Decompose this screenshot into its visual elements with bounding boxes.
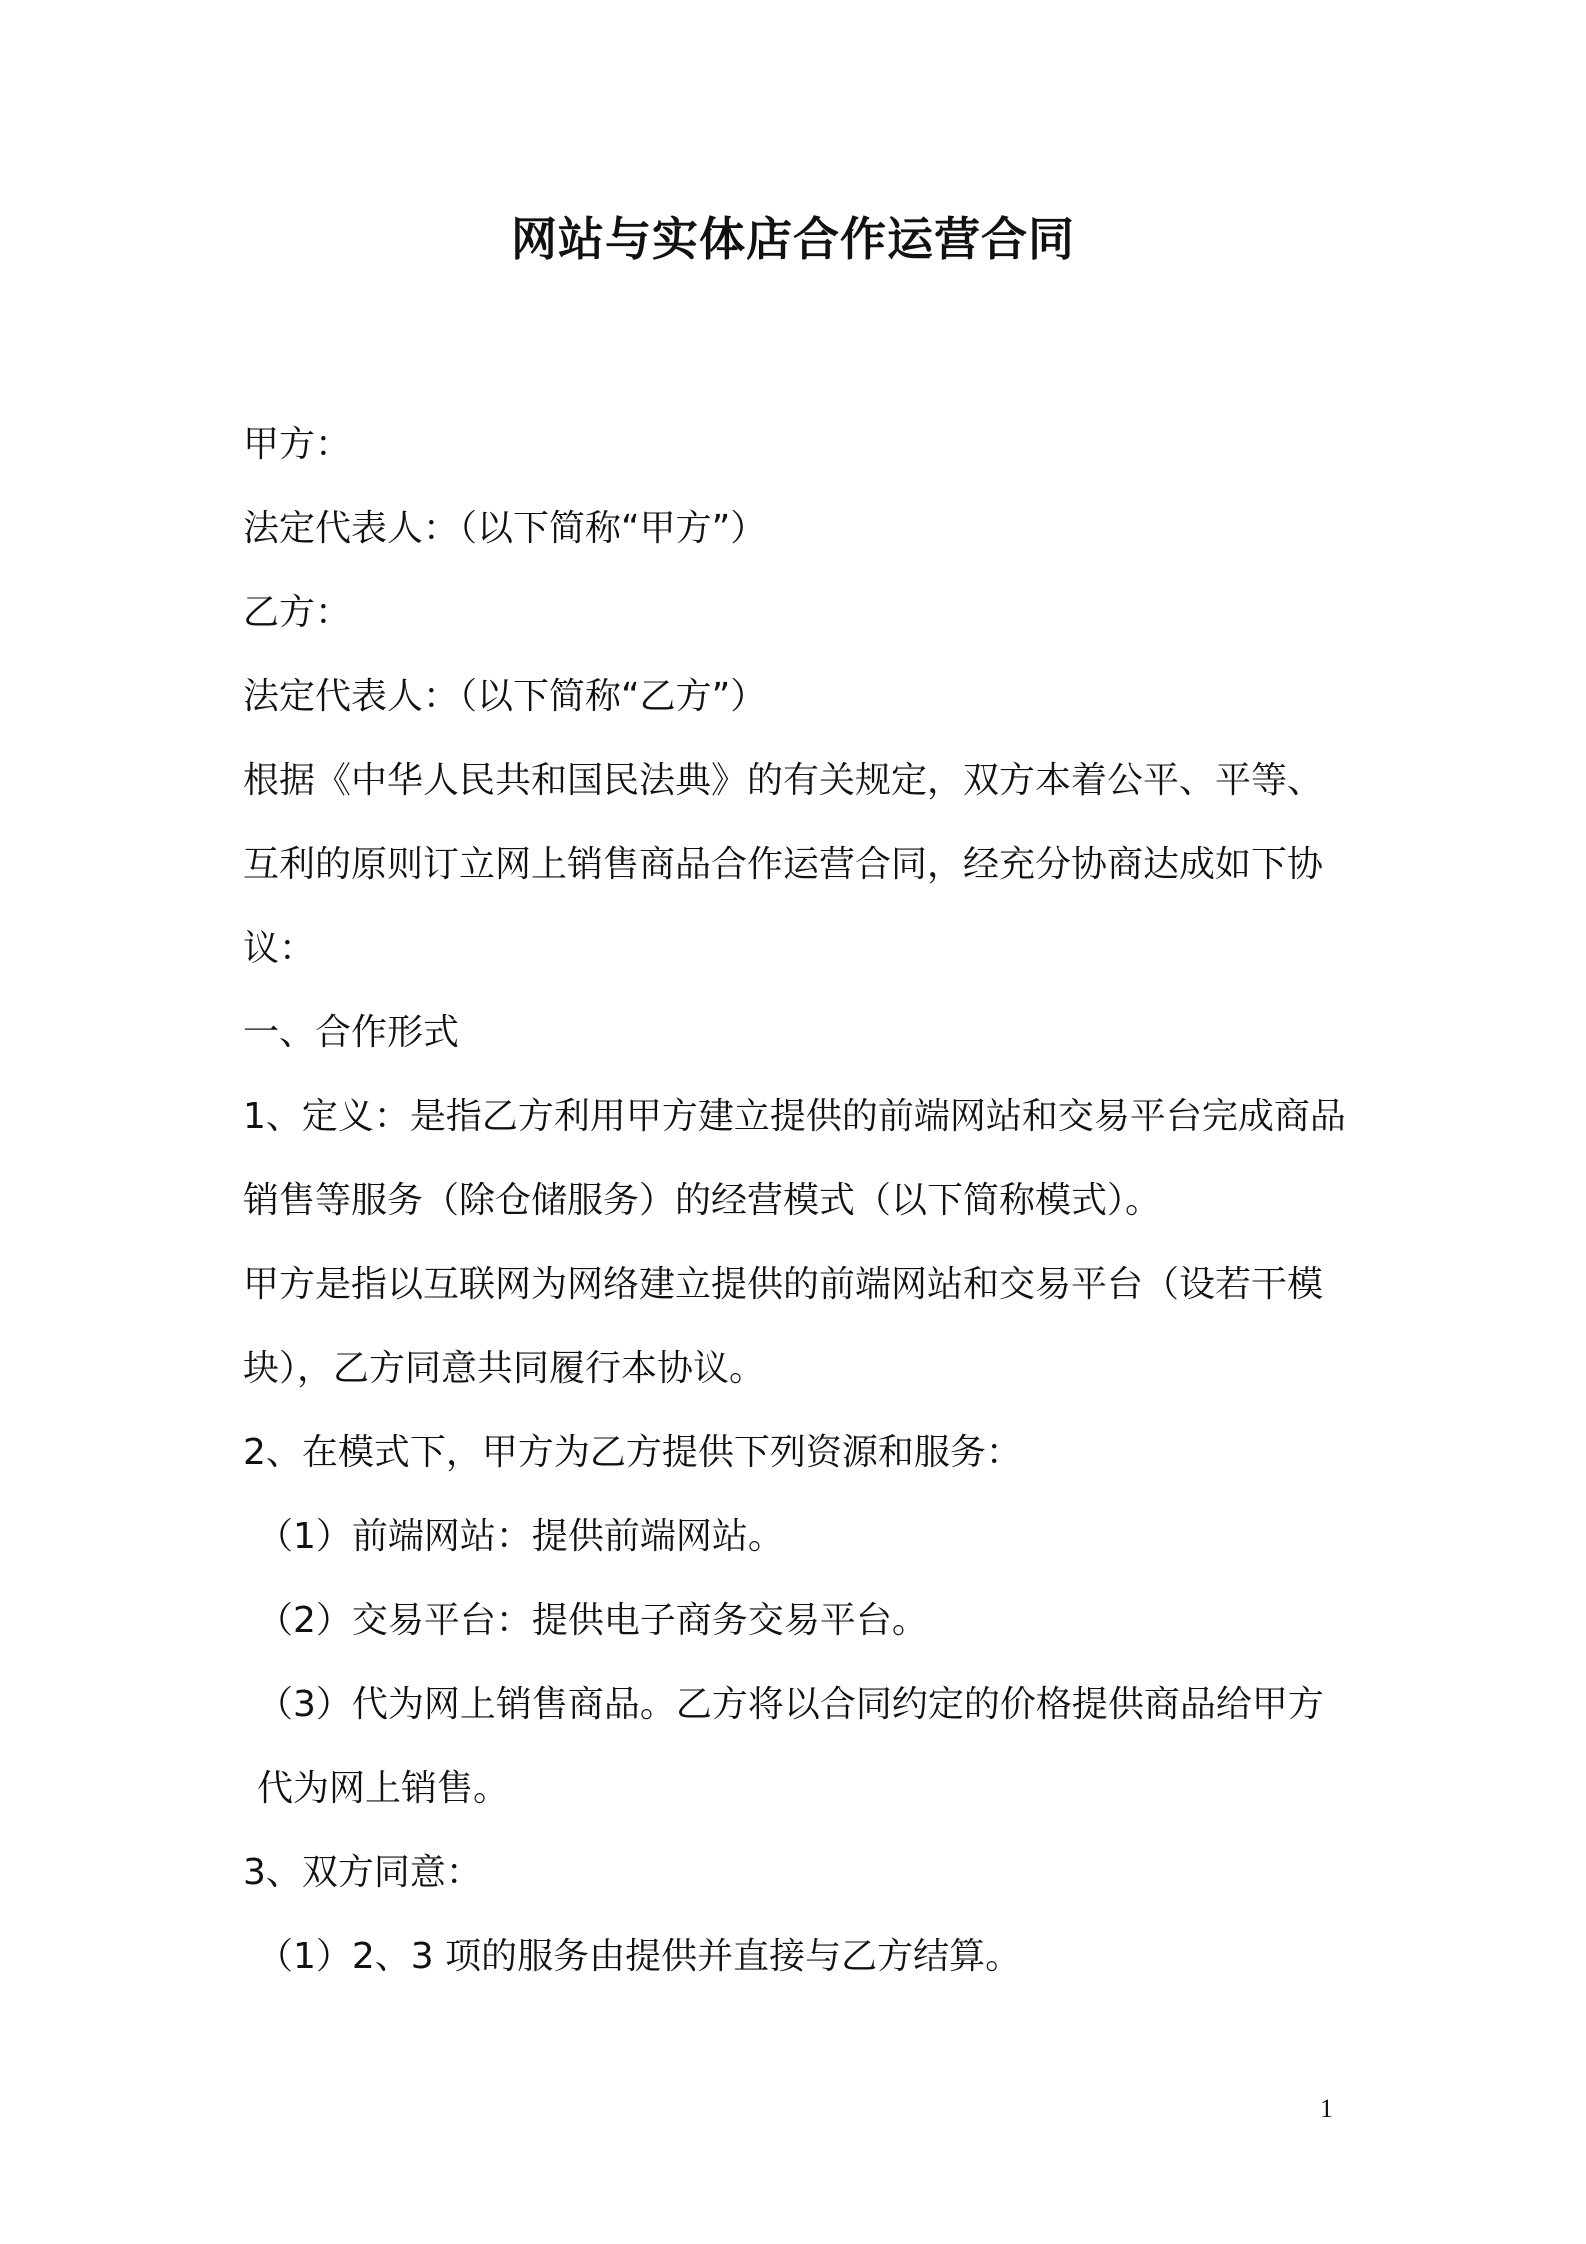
clause-agreement: 3、双方同意： xyxy=(243,1852,482,1893)
document-title: 网站与实体店合作运营合同 xyxy=(511,212,1075,266)
preamble-paragraph: 根据《中华人民共和国民法典》的有关规定，双方本着公平、平等、互利的原则订立网上销售商品合作运营合同，经充分协商达成如下协议： xyxy=(243,760,1324,969)
party-a-representative-line: 法定代表人：（以下简称“甲方”） xyxy=(243,508,767,549)
document-body xyxy=(243,403,1355,1999)
sub-clause-settlement: （1）2、3 项的服务由提供并直接与乙方结算。 xyxy=(257,1936,1022,1977)
party-b-representative-line: 法定代表人：（以下简称“乙方”） xyxy=(243,676,767,717)
sub-clause-online-sales: （3）代为网上销售商品。乙方将以合同约定的价格提供商品给甲方代为网上销售。 xyxy=(257,1684,1324,1809)
sub-clause-trading-platform: （2）交易平台：提供电子商务交易平台。 xyxy=(257,1600,928,1641)
section-heading: 一、合作形式 xyxy=(243,1012,460,1053)
page-number: 1 xyxy=(1320,2094,1333,2123)
clause-party-a-definition: 甲方是指以互联网为网络建立提供的前端网站和交易平台（设若干模块），乙方同意共同履行本协议。 xyxy=(243,1264,1324,1389)
clause-definition: 1、定义：是指乙方利用甲方建立提供的前端网站和交易平台完成商品销售等服务（除仓储服务）的经营模式（以下简称模式）。 xyxy=(243,1096,1346,1221)
sub-clause-frontend-site: （1）前端网站：提供前端网站。 xyxy=(257,1516,784,1557)
clause-services: 2、在模式下，甲方为乙方提供下列资源和服务： xyxy=(243,1432,1022,1473)
party-b-line: 乙方： xyxy=(243,592,352,633)
party-a-line: 甲方： xyxy=(243,424,352,465)
